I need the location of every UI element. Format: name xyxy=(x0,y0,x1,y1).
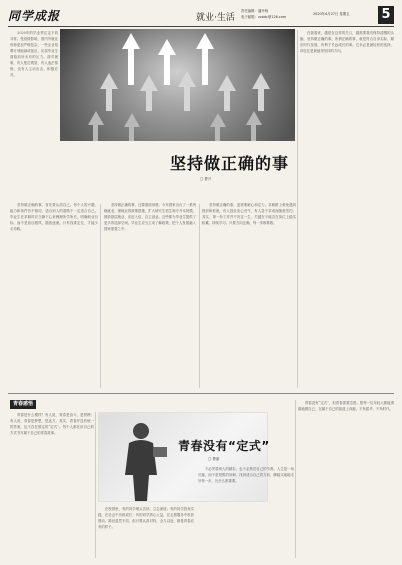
lead-column-5: 坚持做正确的事，更需要耐心和定力。求职路上难免遇到挫折和拒绝，有人因此灰心丧气，有人急于求成而随意签约。其实，第一份工作并不决定一生，关键在于能否在岗位上踏实积累、持续学习。只要方向正确，每一步都算数。 xyxy=(202,203,296,225)
second-title: 青春没有“定式” xyxy=(178,439,270,453)
lead-column-1: 2020年的毕业季注定不同寻常。受疫情影响，国内外就业形势更加严峻复杂，一些企业招聘计划缩减或延后，应届毕业生面临前所未有的压力。面对困难，有人焦虑观望，有人迷茫徘徊，也有人主动出击、积极应对。 xyxy=(10,31,58,77)
arrows-illustration xyxy=(60,29,295,201)
page-number: 5 xyxy=(378,6,394,24)
second-author: □ 曹丽 xyxy=(208,457,220,461)
email-line: 电子邮箱：zxbdc@126.com xyxy=(241,15,287,19)
date-line: 2020年4月27日 星期五 xyxy=(313,12,350,16)
lead-photo xyxy=(60,29,295,201)
column-divider xyxy=(297,30,298,388)
column-divider xyxy=(95,412,96,558)
paper-name: 同学成报 xyxy=(8,9,61,23)
lead-author: □ 曹兴 xyxy=(200,177,212,181)
column-divider xyxy=(100,204,101,388)
section-name: 就业·生活 xyxy=(196,13,235,23)
second-column-4: 青春没有“定式”，但青春需要态度。愿每一位年轻人都能勇敢地做自己，在属于自己的赛道上奔跑，不负韶华，不负时代。 xyxy=(298,401,394,411)
lead-column-2: 在我看来，越是在这样的关口，越需要我们保持清醒的头脑，坚持做正确的事。所谓正确的事，就是符合自身实际、顺应时代发展、有利于长远成长的事。它未必是最轻松的选择，却往往是最值得坚持的方向。 xyxy=(300,31,394,53)
second-column-1: 青春是什么模样？有人说，青春是奋斗，是拼搏；有人说，青春是梦想，是远方。其实，青春并没有统一的答案，也不存在固定的“定式”。每个人都在用自己的方式书写属于自己的青春故事。 xyxy=(10,413,94,435)
lead-column-3: 坚持做正确的事，首先要认清自己。每个人的兴趣、能力和条件各不相同，适合别人的道路不一定适合自己。毕业生在求职时应当静下心来梳理所学所长，明确职业目标，而不是盲目跟风、随波逐流。只有找准定位，才能少走弯路。 xyxy=(10,203,98,231)
column-divider xyxy=(199,204,200,388)
masthead xyxy=(8,7,394,25)
lead-column-4: 坚持做正确的事，还要看清形势。今年国家出台了一系列稳就业、保就业的政策措施，扩大研究生招生和专升本规模，鼓励基层就业、应征入伍、自主创业。这些都为毕业生提供了更多的选择空间。毕业生应当主动了解政策，把个人发展融入国家需要之中。 xyxy=(104,203,196,231)
second-column-3: 不必羡慕别人的精彩，也不必焦虑自己的节奏。人生是一场长跑，而不是短暂的冲刺。找到适合自己的方向，脚踏实地地走好每一步，比什么都重要。 xyxy=(198,467,294,483)
editor-line: 责任编辑：潘丹杨 xyxy=(241,9,269,13)
header-rule xyxy=(8,26,394,27)
column-divider xyxy=(295,400,296,558)
second-column-2: 在校园里，有的同学埋头苦读，立志深造；有的同学投身实践，在社会中历练成长；有的同学热心公益，在志愿服务中收获感动。路径虽然不同，但只要认真对待、全力以赴，都是青春应有的样子。 xyxy=(98,507,194,529)
section-rule xyxy=(8,393,394,394)
lead-title: 坚持做正确的事 xyxy=(170,154,290,173)
column-tag: 青春感悟 xyxy=(10,400,36,409)
